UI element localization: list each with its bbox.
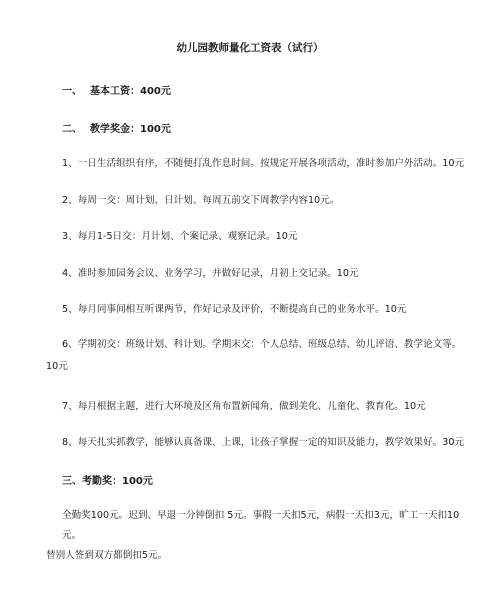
attendance-rules [46,506,472,566]
bonus-item-6-line2: 10元 [46,361,68,372]
section-teaching-bonus [62,120,171,135]
attendance-line1: 全勤奖100元。迟到、早退一分钟倒扣 5元。事假一天扣5元，病假一天扣3元，旷工一天扣10元。 [62,510,460,541]
bonus-item-2: 2、每周一交：周计划、日计划、每周五前交下周教学内容10元。 [62,195,340,206]
section-text: 基本工资：400元 [90,86,171,97]
bonus-item-1: 1、一日生活组织有序，不随便打乱作息时间。按规定开展各项活动，准时参加户外活动。10元 [62,158,465,169]
section-number: 二、 [62,124,82,135]
bonus-item-3: 3、每月1-5日交：月计划、个案记录、观察记录。10元 [62,231,298,242]
bonus-item-5: 5、每月同事间相互听课两节，作好记录及评价，不断提高自己的业务水平。10元 [62,304,407,315]
bonus-item-4: 4、准时参加园务会议、业务学习，并做好记录，月初上交记录。10元 [62,268,359,279]
attendance-line2: 替别人签到双方都倒扣5元。 [46,550,168,561]
section-attendance-bonus: 三、考勤奖：100元 [62,476,153,487]
section-number: 一、 [62,86,82,97]
section-text: 教学奖金：100元 [90,124,171,135]
bonus-item-6 [46,334,472,378]
bonus-item-6-line1: 6、学期初交：班级计划、科计划。学期末交：个人总结、班级总结、幼儿评语、教学论文等。 [62,339,462,350]
bonus-item-8: 8、每天扎实抓教学，能够认真备课、上课，让孩子掌握一定的知识及能力，教学效果好。30元 [62,437,465,448]
bonus-item-7: 7、每月根据主题，进行大环境及区角布置新闻角，做到美化、儿童化、教育化。10元 [62,401,426,412]
document-title: 幼儿园教师量化工资表（试行） [176,42,324,54]
section-basic-salary [62,82,171,97]
